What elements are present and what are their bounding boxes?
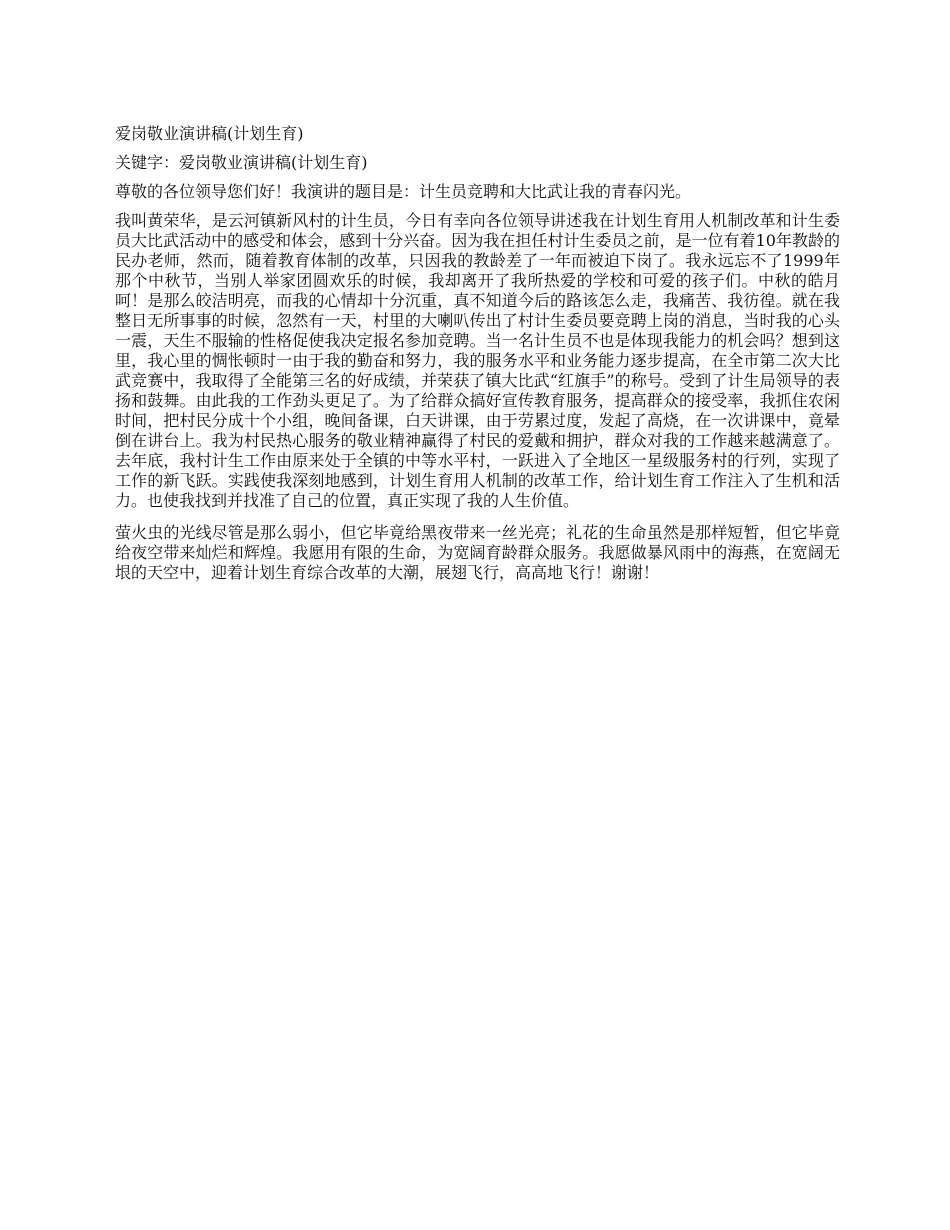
document-paragraph-1: 我叫黄荣华，是云河镇新风村的计生员，今日有幸向各位领导讲述我在计划生育用人机制改革和计生委员大比武活动中的感受和体会，感到十分兴奋。因为我在担任村计生委员之前，是一位有着10年教龄的民办老师，然而，随着教育体制的改革，只因我的教龄差了一年而被迫下岗了。我永远忘不了1999年那个中秋节，当别人举家团圆欢乐的时候，我却离开了我所热爱的学校和可爱的孩子们。中秋的皓月呵！是那么皎洁明亮，而我的心情却十分沉重，真不知道今后的路该怎么走，我痛苦、我彷徨。就在我整日无所事事的时候，忽然有一天，村里的大喇叭传出了村计生委员要竞聘上岗的消息，当时我的心头一震，天生不服输的性格促使我决定报名参加竞聘。当一名计生员不也是体现我能力的机会吗？想到这里，我心里的惆怅顿时一由于我的勤奋和努力，我的服务水平和业务能力逐步提高，在全市第二次大比武竞赛中，我取得了全能第三名的好成绩，并荣获了镇大比武“红旗手”的称号。受到了计生局领导的表扬和鼓舞。由此我的工作劲头更足了。为了给群众搞好宣传教育服务，提高群众的接受率，我抓住农闲时间，把村民分成十个小组，晚间备课，白天讲课，由于劳累过度，发起了高烧，在一次讲课中，竟晕倒在讲台上。我为村民热心服务的敬业精神赢得了村民的爱戴和拥护，群众对我的工作越来越满意了。去年底，我村计生工作由原来处于全镇的中等水平村，一跃进入了全地区一星级服务村的行列，实现了工作的新飞跃。实践使我深刻地感到，计划生育用人机制的改革工作，给计划生育工作注入了生机和活力。也使我找到并找准了自己的位置，真正实现了我的人生价值。 — [115, 211, 840, 510]
document-greeting: 尊敬的各位领导您们好！我演讲的题目是：计生员竞聘和大比武让我的青春闪光。 — [115, 182, 692, 201]
document-title: 爱岗敬业演讲稿(计划生育) — [115, 124, 304, 143]
document-paragraph-2: 萤火虫的光线尽管是那么弱小，但它毕竟给黑夜带来一丝光亮；礼花的生命虽然是那样短暂，但它毕竟给夜空带来灿烂和辉煌。我愿用有限的生命，为宽阔育龄群众服务。我愿做暴风雨中的海燕，在宽阔无垠的天空中，迎着计划生育综合改革的大潮，展翅飞行，高高地飞行！谢谢！ — [115, 523, 840, 582]
document-keywords: 关键字：爱岗敬业演讲稿(计划生育) — [115, 153, 368, 172]
document-page — [115, 124, 840, 595]
